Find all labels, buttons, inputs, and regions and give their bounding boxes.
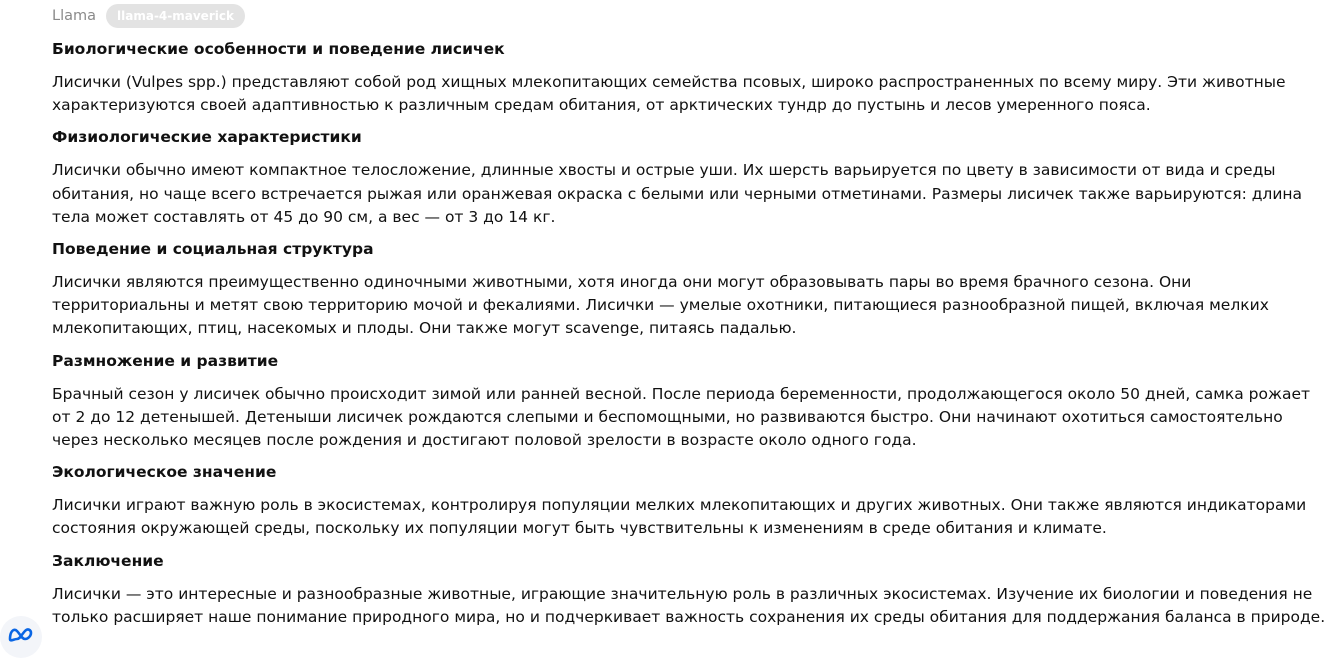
section-title: Экологическое значение: [52, 463, 277, 482]
section-paragraph: Лисички обычно имеют компактное телосложение, длинные хвосты и острые уши. Их шерсть варьируется по цвету в зависимости от вида и среды обитания, но чаще всего встречается рыжая или оранжевая окраска с белыми или черными отметинами. Размеры лисичек также варьируются: длина тела может составлять от 45 до 90 см, а вес — от 3 до 14 кг.: [52, 161, 1303, 226]
section-title: Размножение и развитие: [52, 351, 279, 370]
section-title: Поведение и социальная структура: [52, 240, 374, 259]
message-header: [52, 4, 245, 28]
section-title: Физиологические характеристики: [52, 128, 362, 147]
assistant-avatar: [0, 616, 42, 658]
section-paragraph: Лисички (Vulpes spp.) представляют собой род хищных млекопитающих семейства псовых, широко распространенных по всему миру. Эти животные характеризуются своей адаптивностью к различным средам обитания, от арктических тундр до пустынь и лесов умеренного пояса.: [52, 73, 1286, 115]
model-badge: llama-4-maverick: [106, 4, 245, 28]
section-paragraph: Лисички являются преимущественно одиночными животными, хотя иногда они могут образовывать пары во время брачного сезона. Они территориальны и метят свою территорию мочой и фекалиями. Лисички — умелые охотники, питающиеся разнообразной пищей, включая мелких млекопитающих, птиц, насекомых и плоды. Они также могут scavenge, питаясь падалью.: [52, 273, 1269, 338]
section-title: Заключение: [52, 551, 164, 570]
model-name: Llama: [52, 8, 97, 24]
assistant-message: [52, 38, 1332, 629]
section-paragraph: Брачный сезон у лисичек обычно происходит зимой или ранней весной. После периода беременности, продолжающегося около 50 дней, самка рожает от 2 до 12 детенышей. Детеныши лисичек рождаются слепыми и беспомощными, но развиваются быстро. Они начинают охотиться самостоятельно через несколько месяцев после рождения и достигают половой зрелости в возрасте около одного года.: [52, 384, 1311, 450]
section-title: Биологические особенности и поведение лисичек: [52, 40, 505, 58]
meta-logo-icon: [7, 625, 35, 649]
section-paragraph: Лисички играют важную роль в экосистемах, контролируя популяции мелких млекопитающих и других животных. Они также являются индикаторами состояния окружающей среды, поскольку их популяции могут быть чувствительны к изменениям в среде обитания и климате.: [52, 496, 1307, 538]
section-paragraph: Лисички — это интересные и разнообразные животные, играющие значительную роль в различных экосистемах. Изучение их биологии и поведения не только расширяет наше понимание природного мира, но и подчеркивает важность сохранения их среды обитания для поддержания баланса в природе.: [52, 584, 1326, 626]
